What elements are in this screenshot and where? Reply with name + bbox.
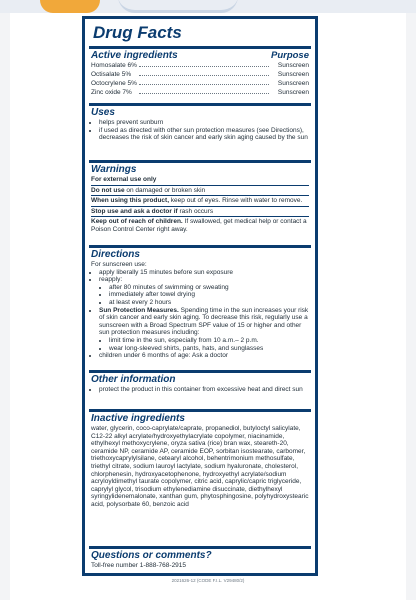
directions-intro: For sunscreen use: [91,261,147,268]
leader-dots [139,84,269,85]
directions-heading: Directions [91,249,140,260]
other-information-heading: Other information [91,374,176,385]
warning-text: on damaged or broken skin [124,186,206,194]
drug-facts-title: Drug Facts [93,23,182,42]
warning-bold: When using this product, [91,197,169,205]
warning-text: rash occurs [177,207,214,215]
directions-item: • apply liberally 15 minutes before sun exposure [99,269,309,277]
directions-subitem: • immediately after towel drying [109,291,309,299]
uses-item: • helps prevent sunburn [99,119,309,127]
external-use-warning: For external use only [91,176,157,183]
section-divider [89,546,311,549]
brand-accent-shape [40,0,100,13]
ingredient-row [91,62,309,71]
active-ingredients-section [91,50,309,98]
ingredient-name: Zinc oxide 7% [91,89,132,96]
uses-heading: Uses [91,107,115,118]
warning-text: If swallowed, get medical help or contact a Poison Control Center right away. [91,218,307,233]
section-divider [89,160,311,163]
warning-bold: Stop use and ask a doctor if [91,207,178,215]
section-divider [89,409,311,412]
do-not-use-warning [91,187,309,195]
ingredient-name: Octocrylene 5% [91,80,137,87]
directions-subitem: • at least every 2 hours [109,299,309,307]
section-divider [89,46,311,49]
uses-section [91,107,309,142]
leader-dots [139,66,269,67]
directions-item: • children under 6 months of age: Ask a doctor [99,352,309,360]
directions-bold: Sun Protection Measures. [99,306,179,314]
active-ingredients-heading: Active ingredients [91,50,178,61]
directions-subitem: • after 80 minutes of swimming or sweating [109,284,309,292]
warnings-heading: Warnings [91,164,137,175]
ingredient-row [91,80,309,89]
package-edge-left [0,13,10,600]
ingredient-purpose: Sunscreen [277,89,309,96]
other-information-item: • protect the product in this container from excessive heat and direct sun [99,386,309,394]
directions-item [99,307,309,337]
ingredient-purpose: Sunscreen [277,71,309,78]
ingredient-name: Octisalate 5% [91,71,132,78]
questions-heading: Questions or comments? [91,550,212,561]
warning-bold: Do not use [91,186,125,194]
ingredient-purpose: Sunscreen [277,62,309,69]
package-top-band [0,0,416,13]
directions-subitem: • wear long-sleeved shirts, pants, hats, and sunglasses [109,345,309,353]
section-divider [89,370,311,373]
other-information-section [91,374,309,394]
inactive-ingredients-section [91,413,309,509]
questions-section [91,550,309,570]
package-curve-shape [118,0,238,13]
warning-bold: Keep out of reach of children. [91,218,183,226]
section-divider [89,245,311,248]
stop-use-warning [91,208,309,216]
uses-item: • if used as directed with other sun protection measures (see Directions), decreases the risk of skin cancer and early skin aging caused by the sun [99,127,309,142]
section-divider [89,103,311,106]
inactive-ingredients-heading: Inactive ingredients [91,413,185,424]
ingredient-row [91,89,309,98]
directions-section [91,249,309,360]
purpose-heading: Purpose [270,50,309,61]
warnings-section [91,164,309,234]
when-using-warning [91,197,309,205]
footer-code: 2021626-12 (CODE F.I.L. V29480/2) [171,578,245,583]
toll-free-number: Toll-free number 1-888-768-2915 [91,562,187,569]
leader-dots [139,93,269,94]
directions-subitem: • limit time in the sun, especially from 10 a.m.– 2 p.m. [109,337,309,345]
leader-dots [139,75,269,76]
inactive-ingredients-list: water, glycerin, coco-caprylate/caprate, propanediol, butyloctyl salicylate, C12-22 alkyl acrylate/hydroxyethylacrylate copolymer, niacinamide, ethylhexyl methoxycrylene, oryza sativa (rice) bran wax, steareth-20, ceramide NP, ceramide AP, ceramide EOP, sorbitan isostearate, carbomer, triethoxycaprylylsilane, cetearyl alcohol, behentrimonium methosulfate, triethyl citrate, sodium lauroyl lactylate, sodium hyaluronate, cholesterol, chlorphenesin, hydroxyacetophenone, hydroxyethyl acrylate/sodium acryloyldimethyl taurate copolymer, citric acid, caprylic/capric triglyceride, caprylyl glycol, trisodium ethylenediamine disuccinate, diethylhexyl syringylidenemalonate, xanthan gum, phytosphingosine, polyhydroxystearic acid, polysorbate 60, benzoic acid [91,425,309,508]
ingredient-name: Homosalate 6% [91,62,137,69]
ingredient-row [91,71,309,80]
warning-text: keep out of eyes. Rinse with water to remove. [169,197,303,205]
ingredient-purpose: Sunscreen [277,80,309,87]
directions-text: Spending time in the sun increases your risk of skin cancer and early skin aging. To decrease this risk, regularly use a sunscreen with a Broad Spectrum SPF value of 15 or higher and other sun protection measures including: [99,306,309,337]
keep-out-of-reach-warning [91,218,309,233]
directions-item: • reapply: [99,276,309,284]
drug-facts-panel [82,16,318,576]
package-edge-right [406,13,416,600]
